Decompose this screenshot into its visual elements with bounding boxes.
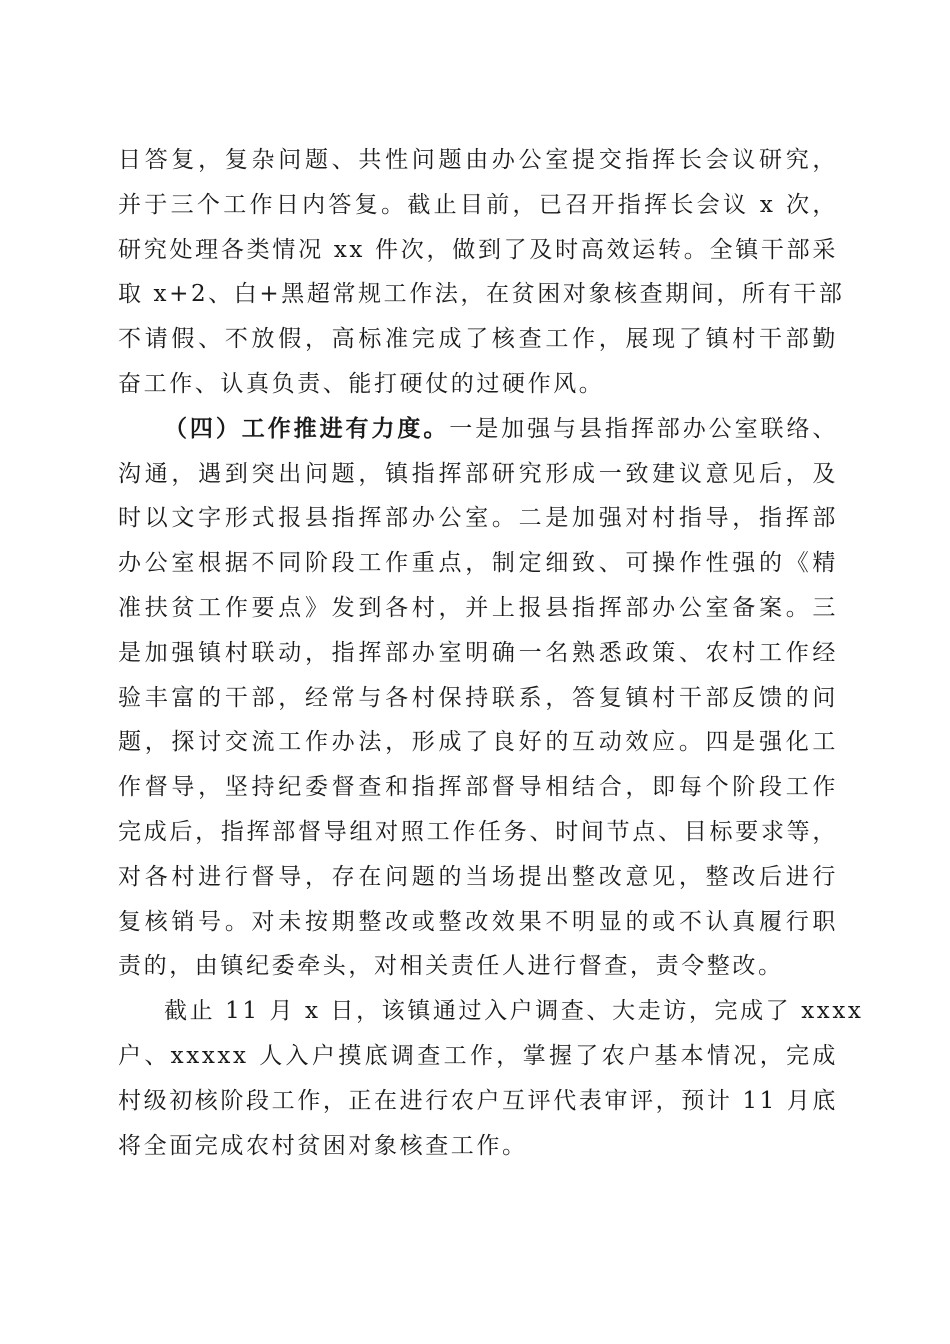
paragraph-2-line-1-text: 一是加强与县指挥部办公室联络、 [449, 415, 838, 442]
paragraph-3-line-1: 截止 11 月 x 日，该镇通过入户调查、大走访，完成了 xxxx [164, 998, 864, 1025]
paragraph-2-line-6: 是加强镇村联动，指挥部办室明确一名熟悉政策、农村工作经 [118, 639, 838, 666]
paragraph-1-line-6: 奋工作、认真负责、能打硬仗的过硬作风。 [118, 370, 605, 397]
paragraph-2-line-3: 时以文字形式报县指挥部办公室。二是加强对村指导，指挥部 [118, 505, 838, 532]
paragraph-1-line-5: 不请假、不放假，高标准完成了核查工作，展现了镇村干部勤 [118, 326, 838, 353]
paragraph-1-line-3: 研究处理各类情况 xx 件次，做到了及时高效运转。全镇干部采 [118, 236, 838, 263]
paragraph-3-line-4: 将全面完成农村贫困对象核查工作。 [118, 1132, 528, 1159]
paragraph-3-line-2: 户、xxxxx 人入户摸底调查工作，掌握了农户基本情况，完成 [118, 1042, 838, 1069]
paragraph-1-line-1: 日答复，复杂问题、共性问题由办公室提交指挥长会议研究， [118, 147, 838, 173]
paragraph-2-line-12: 复核销号。对未按期整改或整改效果不明显的或不认真履行职 [118, 908, 838, 935]
paragraph-3-line-3: 村级初核阶段工作，正在进行农户互评代表审评，预计 11 月底 [118, 1087, 838, 1114]
paragraph-1-line-4: 取 x+2、白+黑超常规工作法，在贫困对象核查期间，所有干部 [118, 281, 845, 308]
paragraph-2-line-9: 作督导，坚持纪委督查和指挥部督导相结合，即每个阶段工作 [118, 774, 838, 801]
paragraph-2-line-2: 沟通，遇到突出问题，镇指挥部研究形成一致建议意见后，及 [118, 460, 838, 487]
paragraph-2-line-11: 对各村进行督导，存在问题的当场提出整改意见，整改后进行 [118, 863, 838, 890]
paragraph-2-line-1 [118, 407, 838, 452]
paragraph-2-line-7: 验丰富的干部，经常与各村保持联系，答复镇村干部反馈的问 [118, 684, 838, 711]
section-heading: （四）工作推进有力度。 [164, 414, 450, 442]
paragraph-2-line-8: 题，探讨交流工作办法，形成了良好的互动效应。四是强化工 [118, 729, 838, 756]
paragraph-2-line-10: 完成后，指挥部督导组对照工作任务、时间节点、目标要求等， [118, 818, 838, 845]
paragraph-2-line-4: 办公室根据不同阶段工作重点，制定细致、可操作性强的《精 [118, 550, 838, 577]
paragraph-1-line-2: 并于三个工作日内答复。截止目前，已召开指挥长会议 x 次， [118, 191, 838, 218]
paragraph-2-line-5: 准扶贫工作要点》发到各村，并上报县指挥部办公室备案。三 [118, 594, 838, 621]
body-text [118, 138, 864, 1168]
paragraph-2-line-13: 责的，由镇纪委牵头，对相关责任人进行督查，责令整改。 [118, 953, 784, 980]
